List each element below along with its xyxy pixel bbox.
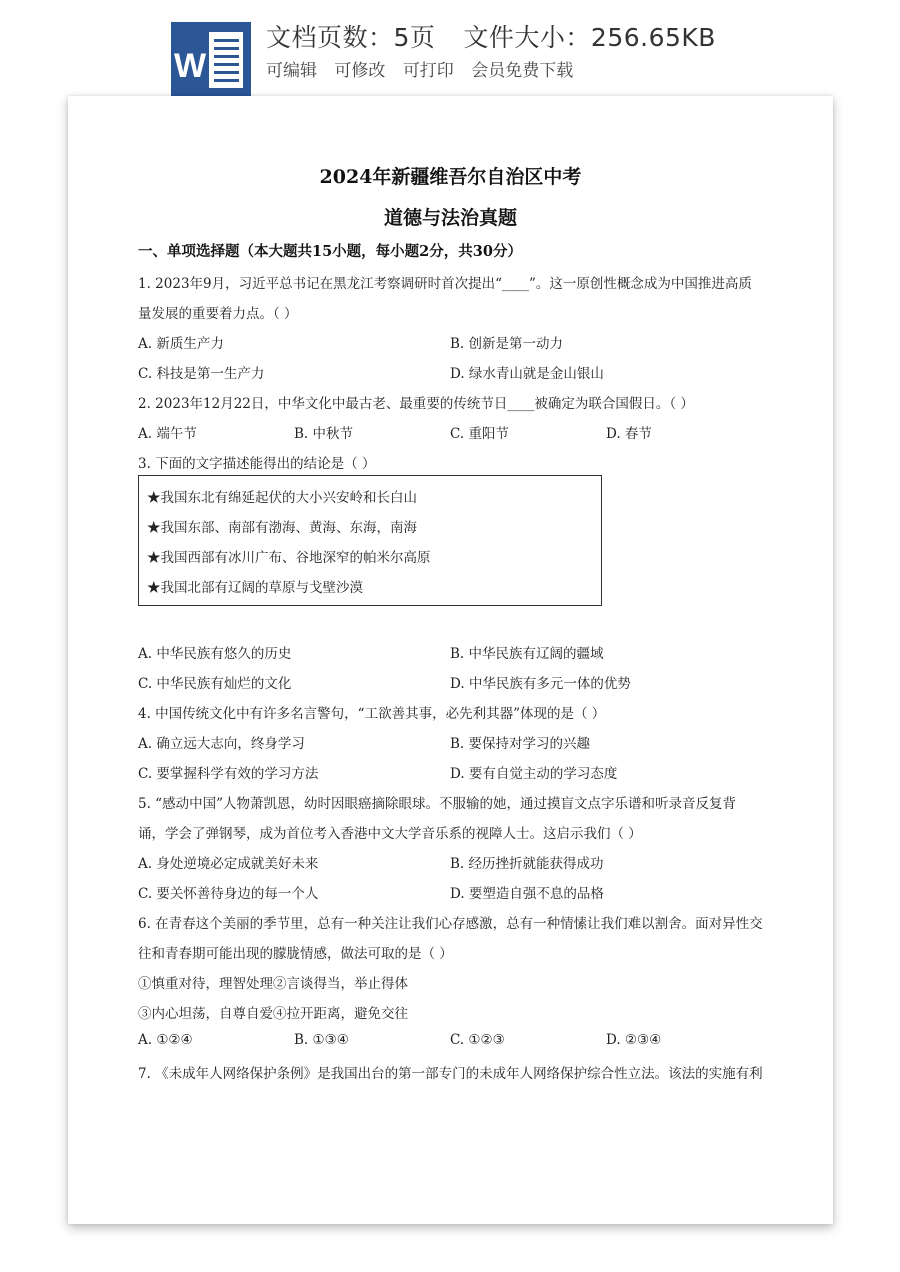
question-6-stem-cont: 往和青春期可能出现的朦胧情感，做法可取的是（ ） — [138, 946, 453, 962]
q5-option-b: B. 经历挫折就能获得成功 — [450, 856, 604, 872]
q6-items-line-1: ①慎重对待，理智处理②言谈得当，举止得体 — [138, 976, 408, 992]
file-info-banner — [0, 0, 900, 92]
q5-option-d: D. 要塑造自强不息的品格 — [450, 886, 604, 902]
q3-box-line-1: ★我国东北有绵延起伏的大小兴安岭和长白山 — [147, 490, 417, 506]
question-7-stem: 7. 《未成年人网络保护条例》是我国出台的第一部专门的未成年人网络保护综合性立法。该法的实施有利 — [138, 1066, 763, 1082]
document-page — [68, 96, 833, 1224]
q4-option-d: D. 要有自觉主动的学习态度 — [450, 766, 618, 782]
banner-title — [266, 18, 716, 54]
question-4-stem: 4. 中国传统文化中有许多名言警句，“工欲善其事，必先利其器”体现的是（ ） — [138, 706, 606, 722]
exam-title: 2024年新疆维吾尔自治区中考 — [319, 166, 582, 188]
question-5-stem: 5. “感动中国”人物萧凯恩，幼时因眼癌摘除眼球。不服输的她，通过摸盲文点字乐谱和听录音反复背 — [138, 796, 736, 812]
question-1-stem-cont: 量发展的重要着力点。（ ） — [138, 306, 298, 322]
question-2-stem: 2. 2023年12月22日，中华文化中最古老、最重要的传统节日____被确定为联合国假日。（ ） — [138, 396, 694, 412]
q1-option-d: D. 绿水青山就是金山银山 — [450, 366, 604, 382]
q5-option-c: C. 要关怀善待身边的每一个人 — [138, 886, 319, 902]
file-size: 文件大小：256.65KB — [463, 23, 716, 52]
q3-box-line-4: ★我国北部有辽阔的草原与戈壁沙漠 — [147, 580, 363, 596]
question-6-stem: 6. 在青春这个美丽的季节里，总有一种关注让我们心存感激，总有一种情愫让我们难以割舍。面对异性交 — [138, 916, 763, 932]
feature-editable: 可编辑 — [266, 61, 317, 81]
q2-option-c: C. 重阳节 — [450, 426, 509, 442]
q1-option-c: C. 科技是第一生产力 — [138, 366, 265, 382]
q3-option-b: B. 中华民族有辽阔的疆域 — [450, 646, 604, 662]
q2-option-a: A. 端午节 — [138, 426, 197, 442]
svg-text:W: W — [174, 47, 207, 85]
q6-option-c: C. ①②③ — [450, 1032, 505, 1048]
q1-option-a: A. 新质生产力 — [138, 336, 224, 352]
exam-subtitle: 道德与法治真题 — [383, 207, 517, 229]
word-document-icon — [171, 22, 251, 96]
q3-option-d: D. 中华民族有多元一体的优势 — [450, 676, 631, 692]
q2-option-d: D. 春节 — [606, 426, 652, 442]
question-1-stem: 1. 2023年9月，习近平总书记在黑龙江考察调研时首次提出“____”。这一原创性概念成为中国推进高质 — [138, 276, 752, 292]
q5-option-a: A. 身处逆境必定成就美好未来 — [138, 856, 319, 872]
q4-option-c: C. 要掌握科学有效的学习方法 — [138, 766, 319, 782]
feature-list — [266, 56, 585, 81]
q6-option-d: D. ②③④ — [606, 1032, 662, 1048]
q6-items-line-2: ③内心坦荡，自尊自爱④拉开距离，避免交往 — [138, 1006, 408, 1022]
q3-box-line-3: ★我国西部有冰川广布、谷地深窄的帕米尔高原 — [147, 550, 431, 566]
q3-option-a: A. 中华民族有悠久的历史 — [138, 646, 292, 662]
section-heading: 一、单项选择题（本大题共15小题，每小题2分，共30分） — [138, 243, 522, 260]
question-3-stem: 3. 下面的文字描述能得出的结论是（ ） — [138, 456, 376, 472]
q3-box-line-2: ★我国东部、南部有渤海、黄海、东海，南海 — [147, 520, 417, 536]
q6-option-a: A. ①②④ — [138, 1032, 193, 1048]
q4-option-b: B. 要保持对学习的兴趣 — [450, 736, 591, 752]
q4-option-a: A. 确立远大志向，终身学习 — [138, 736, 305, 752]
q3-option-c: C. 中华民族有灿烂的文化 — [138, 676, 292, 692]
q1-option-b: B. 创新是第一动力 — [450, 336, 564, 352]
q3-material-box — [138, 475, 602, 606]
feature-free-download: 会员免费下载 — [471, 61, 574, 81]
q6-option-b: B. ①③④ — [294, 1032, 349, 1048]
page-count: 文档页数：5页 — [266, 23, 436, 52]
q2-option-b: B. 中秋节 — [294, 426, 354, 442]
question-5-stem-cont: 诵，学会了弹钢琴，成为首位考入香港中文大学音乐系的视障人士。这启示我们（ ） — [138, 826, 642, 842]
feature-modifiable: 可修改 — [334, 61, 386, 81]
feature-printable: 可打印 — [402, 61, 454, 81]
